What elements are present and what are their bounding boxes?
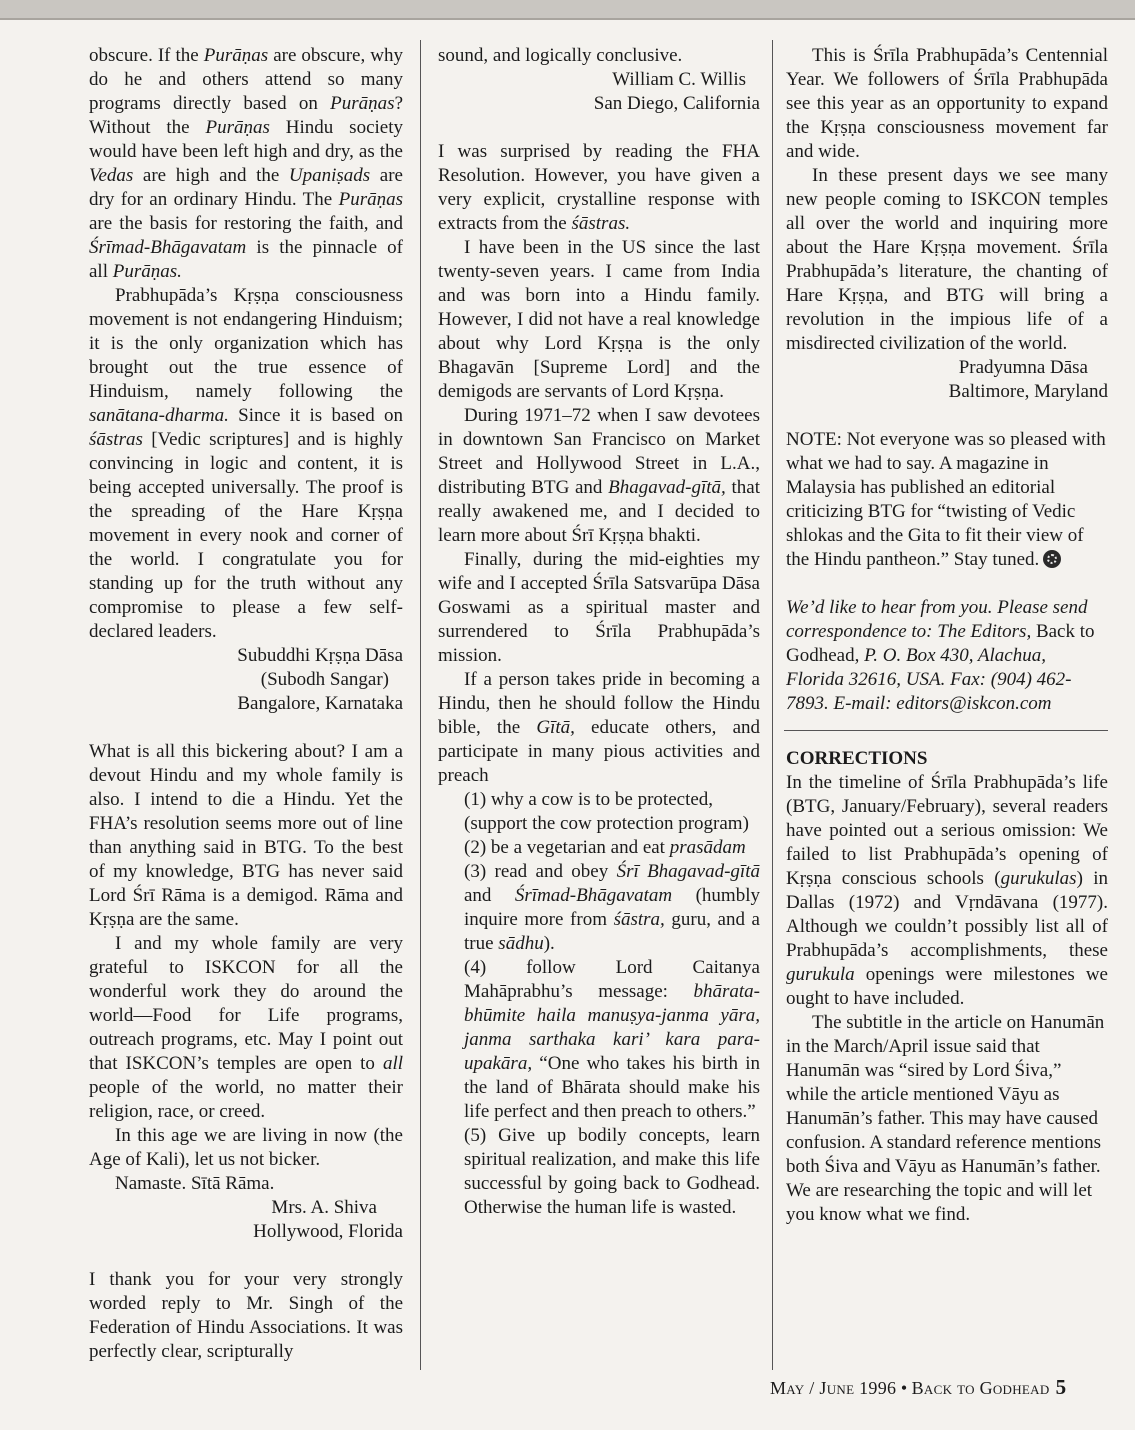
- page-number: 5: [1055, 1375, 1067, 1399]
- column-2: [438, 44, 760, 1220]
- magazine-name: Back to Godhead: [911, 1378, 1050, 1398]
- signature-name: Mrs. A. Shiva: [271, 1197, 377, 1218]
- column-rule-left: [420, 40, 421, 1370]
- list-item: (3) read and obey Śrī Bhagavad-gītā and Śrīmad-Bhāgavatam (humbly inquire more from śāstra, guru, and a true sādhu).: [464, 861, 760, 954]
- letter-2-paragraph-4: Namaste. Sītā Rāma.: [115, 1173, 275, 1194]
- page-top-band: [0, 0, 1135, 18]
- letter-1-paragraph-1: obscure. If the Purāṇas are obscure, why do he and others attend so many programs directly based on Purāṇas? Without the Purāṇas Hindu society would have been left high and dry, as the Vedas are high and the Upaniṣads are dry for an ordinary Hindu. The Purāṇas are the basis for restoring the faith, and Śrīmad-Bhāgavatam is the pinnacle of all Purāṇas.: [89, 45, 403, 282]
- letter-3-paragraph-1: I thank you for your very strongly worded reply to Mr. Singh of the Federation of Hindu Associations. It was perfectly clear, scripturally: [89, 1269, 403, 1362]
- letter-1-paragraph-2: Prabhupāda’s Kṛṣṇa consciousness movement is not endangering Hinduism; it is the only organization which has brought out the true essence of Hinduism, namely following the sanātana-dharma. Since it is based on śāstras [Vedic scriptures] and is highly convincing in logic and content, it is being accepted universally. The proof is the spreading of the Hare Kṛṣṇa movement in every nook and corner of the world. I congratulate you for standing up for the truth without any compromise to please a few self-declared leaders.: [89, 285, 403, 642]
- letter-2-paragraph-1: What is all this bickering about? I am a devout Hindu and my whole family is also. I intend to die a Hindu. Yet the FHA’s resolution seems more out of line than anything said in BTG. To the best of my knowledge, BTG has never said Lord Śrī Rāma is a demigod. Rāma and Kṛṣṇa are the same.: [89, 741, 403, 930]
- signature-name: William C. Willis: [612, 69, 746, 90]
- column-3: [786, 44, 1108, 1227]
- signature-name: Subuddhi Kṛṣṇa Dāsa: [237, 645, 403, 666]
- letter-2-paragraph-3: In this age we are living in now (the Age of Kali), let us not bicker.: [89, 1125, 403, 1170]
- signature-place: Bangalore, Karnataka: [237, 693, 403, 714]
- page-top-edge: [0, 18, 1135, 20]
- list-item: (4) follow Lord Caitanya Mahāprabhu’s message: bhārata-bhūmite haila manuṣya-janma yāra, janma sarthaka kari’ kara para-upakāra, “One who takes his birth in the land of Bhārata should make his life perfect and then preach to others.”: [464, 957, 760, 1122]
- column-1: [89, 44, 403, 1364]
- list-item: (5) Give up bodily concepts, learn spiritual realization, and make this life successful by going back to Godhead. Otherwise the human life is wasted.: [464, 1125, 760, 1218]
- section-divider: [784, 730, 1108, 731]
- page-footer: [770, 1376, 1120, 1399]
- letter-4-paragraph-1: I was surprised by reading the FHA Resolution. However, you have given a very explicit, crystalline response with extracts from the śāstras.: [438, 141, 760, 234]
- contact-info: We’d like to hear from you. Please send correspondence to: The Editors, Back to Godhead, P. O. Box 430, Alachua, Florida 32616, USA. Fax: (904) 462-7893. E-mail: editors@iskcon.com: [786, 597, 1095, 714]
- column-rule-right: [772, 40, 773, 1370]
- lotus-icon: [1043, 550, 1061, 568]
- corrections-heading: CORRECTIONS: [786, 748, 928, 769]
- letter-2-paragraph-2: I and my whole family are very grateful to ISKCON for all the wonderful work they do around the world—Food for Life programs, outreach programs, etc. May I point out that ISKCON’s temples are open to all people of the world, no matter their religion, race, or creed.: [89, 933, 403, 1122]
- letter-5-paragraph-2: In these present days we see many new people coming to ISKCON temples all over the world and inquiring more about the Hare Kṛṣṇa movement. Śrīla Prabhupāda’s literature, the chanting of Hare Kṛṣṇa, and BTG will bring a revolution in the impious life of a misdirected civilization of the world.: [786, 165, 1108, 354]
- letter-3-continuation: sound, and logically conclusive.: [438, 45, 683, 66]
- footer-separator: •: [896, 1378, 912, 1398]
- signature-name: Pradyumna Dāsa: [958, 357, 1088, 378]
- corrections-paragraph-2: The subtitle in the article on Hanumān in the March/April issue said that Hanumān was “sired by Lord Śiva,” while the article mentioned Vāyu as Hanumān’s father. This may have caused confusion. A standard reference mentions both Śiva and Vāyu as Hanumān’s father. We are researching the topic and will let you know what we find.: [786, 1012, 1105, 1225]
- letter-5-paragraph-1: This is Śrīla Prabhupāda’s Centennial Year. We followers of Śrīla Prabhupāda see this year as an opportunity to expand the Kṛṣṇa consciousness movement far and wide.: [786, 45, 1108, 162]
- signature-alias: (Subodh Sangar): [260, 669, 389, 690]
- letter-4-paragraph-5: If a person takes pride in becoming a Hindu, then he should follow the Hindu bible, the Gītā, educate others, and participate in many pious activities and preach: [438, 669, 760, 786]
- signature-place: Baltimore, Maryland: [948, 381, 1108, 402]
- list-item: (2) be a vegetarian and eat prasādam: [464, 837, 746, 858]
- letter-4-paragraph-4: Finally, during the mid-eighties my wife and I accepted Śrīla Satsvarūpa Dāsa Goswami as a spiritual master and surrendered to Śrīla Prabhupāda’s mission.: [438, 549, 760, 666]
- signature-place: Hollywood, Florida: [253, 1221, 403, 1242]
- letter-4-paragraph-2: I have been in the US since the last twenty-seven years. I came from India and was born into a Hindu family. However, I did not have a real knowledge about why Lord Kṛṣṇa is the only Bhagavān [Supreme Lord] and the demigods are servants of Lord Kṛṣṇa.: [438, 237, 760, 402]
- editor-note: NOTE: Not everyone was so pleased with what we had to say. A magazine in Malaysia has published an editorial criticizing BTG for “twisting of Vedic shlokas and the Gita to fit their view of the Hindu pantheon.” Stay tuned.: [786, 429, 1106, 570]
- letter-4-paragraph-3: During 1971–72 when I saw devotees in downtown San Francisco on Market Street and Hollywood Street in L.A., distributing BTG and Bhagavad-gītā, that really awakened me, and I decided to learn more about Śrī Kṛṣṇa bhakti.: [438, 405, 760, 546]
- signature-place: San Diego, California: [593, 93, 760, 114]
- corrections-paragraph-1: In the timeline of Śrīla Prabhupāda’s life (BTG, January/February), several readers have pointed out a serious omission: We failed to list Prabhupāda’s opening of Kṛṣṇa conscious schools (gurukulas) in Dallas (1972) and Vṛndāvana (1977). Although we couldn’t possibly list all of Prabhupāda’s accomplishments, these gurukula openings were milestones we ought to have included.: [786, 772, 1108, 1009]
- issue-date: May / June 1996: [770, 1378, 897, 1398]
- list-item: (1) why a cow is to be protected, (support the cow protection program): [464, 789, 749, 834]
